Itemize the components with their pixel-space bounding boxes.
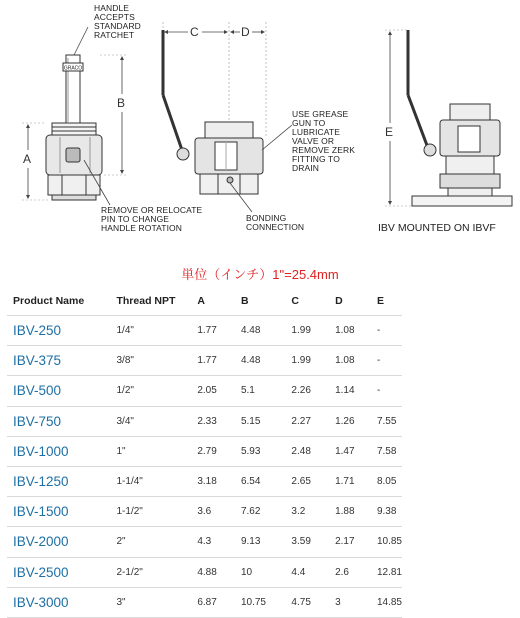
unit-note: 単位（インチ）1"=25.4mm bbox=[181, 267, 339, 282]
dimension-table bbox=[7, 287, 402, 618]
b-cell: 10 bbox=[235, 557, 285, 587]
table-row bbox=[7, 497, 402, 527]
pin-note-line-2: PIN TO CHANGE bbox=[101, 214, 170, 224]
d-cell: 1.08 bbox=[329, 316, 371, 346]
c-cell: 1.99 bbox=[285, 316, 329, 346]
d-cell: 3 bbox=[329, 587, 371, 617]
grease-note-line-4: VALVE OR bbox=[292, 136, 335, 146]
a-cell: 4.88 bbox=[191, 557, 235, 587]
dim-c-label: C bbox=[190, 25, 199, 39]
product-name-cell: IBV-1250 bbox=[7, 466, 110, 496]
product-name-cell: IBV-2000 bbox=[7, 527, 110, 557]
grease-note bbox=[292, 109, 357, 173]
b-cell: 5.15 bbox=[235, 406, 285, 436]
mounted-label: IBV MOUNTED ON IBVF bbox=[378, 222, 496, 234]
thread-npt-cell: 2" bbox=[110, 527, 191, 557]
a-cell: 2.79 bbox=[191, 436, 235, 466]
thread-npt-cell: 1" bbox=[110, 436, 191, 466]
product-name-cell: IBV-375 bbox=[7, 346, 110, 376]
d-cell: 1.14 bbox=[329, 376, 371, 406]
grease-note-line-5: REMOVE ZERK bbox=[292, 145, 355, 155]
a-cell: 4.3 bbox=[191, 527, 235, 557]
front-view bbox=[46, 55, 102, 200]
thread-npt-cell: 1/2" bbox=[110, 376, 191, 406]
b-cell: 6.54 bbox=[235, 466, 285, 496]
table-row bbox=[7, 376, 402, 406]
dim-a-label: A bbox=[23, 152, 32, 166]
thread-npt-cell: 2-1/2" bbox=[110, 557, 191, 587]
e-cell: - bbox=[371, 376, 402, 406]
thread-npt-cell: 1/4" bbox=[110, 316, 191, 346]
d-cell: 1.08 bbox=[329, 346, 371, 376]
handle-note bbox=[94, 3, 143, 40]
d-cell: 1.71 bbox=[329, 466, 371, 496]
bonding-note-line-2: CONNECTION bbox=[246, 222, 305, 232]
e-cell: 7.58 bbox=[371, 436, 402, 466]
bonding-note bbox=[246, 213, 304, 232]
pin-note-line-3: HANDLE ROTATION bbox=[101, 223, 182, 233]
c-cell: 2.26 bbox=[285, 376, 329, 406]
b-cell: 5.1 bbox=[235, 376, 285, 406]
col-a: A bbox=[191, 287, 235, 316]
e-cell: - bbox=[371, 316, 402, 346]
c-cell: 4.4 bbox=[285, 557, 329, 587]
handle-note-line-4: RATCHET bbox=[94, 30, 135, 40]
pin-note bbox=[101, 205, 205, 233]
grease-note-line-7: DRAIN bbox=[292, 163, 319, 173]
c-cell: 2.27 bbox=[285, 406, 329, 436]
product-name-cell: IBV-1500 bbox=[7, 497, 110, 527]
c-cell: 4.75 bbox=[285, 587, 329, 617]
bonding-note-line-1: BONDING bbox=[246, 213, 287, 223]
a-cell: 3.6 bbox=[191, 497, 235, 527]
b-cell: 9.13 bbox=[235, 527, 285, 557]
table-row bbox=[7, 527, 402, 557]
a-cell: 1.77 bbox=[191, 316, 235, 346]
thread-npt-cell: 1-1/2" bbox=[110, 497, 191, 527]
a-cell: 2.33 bbox=[191, 406, 235, 436]
grease-note-leader bbox=[262, 125, 292, 150]
col-d: D bbox=[329, 287, 371, 316]
valve-dimension-drawing bbox=[0, 0, 520, 250]
table-row bbox=[7, 316, 402, 346]
c-cell: 2.48 bbox=[285, 436, 329, 466]
dim-b-label: B bbox=[117, 96, 126, 110]
table-body bbox=[7, 316, 402, 618]
handle-note-leader bbox=[74, 27, 88, 55]
dimension-c bbox=[163, 22, 229, 122]
e-cell: 14.85 bbox=[371, 587, 402, 617]
dimension-a bbox=[22, 123, 48, 200]
grease-note-line-1: USE GREASE bbox=[292, 109, 349, 119]
dim-d-label: D bbox=[241, 25, 250, 39]
d-cell: 1.26 bbox=[329, 406, 371, 436]
col-b: B bbox=[235, 287, 285, 316]
c-cell: 3.2 bbox=[285, 497, 329, 527]
dim-e-label: E bbox=[385, 125, 394, 139]
d-cell: 2.17 bbox=[329, 527, 371, 557]
c-cell: 2.65 bbox=[285, 466, 329, 496]
side-view bbox=[163, 30, 263, 194]
e-cell: 8.05 bbox=[371, 466, 402, 496]
e-cell: 7.55 bbox=[371, 406, 402, 436]
product-name-cell: IBV-500 bbox=[7, 376, 110, 406]
grease-note-line-6: FITTING TO bbox=[292, 154, 340, 164]
col-e: E bbox=[371, 287, 402, 316]
product-name-cell: IBV-3000 bbox=[7, 587, 110, 617]
e-cell: 9.38 bbox=[371, 497, 402, 527]
product-name-cell: IBV-250 bbox=[7, 316, 110, 346]
handle-note-line-3: STANDARD bbox=[94, 21, 141, 31]
table-row bbox=[7, 436, 402, 466]
table-row bbox=[7, 587, 402, 617]
thread-npt-cell: 3/8" bbox=[110, 346, 191, 376]
dimension-b bbox=[100, 55, 128, 175]
d-cell: 1.88 bbox=[329, 497, 371, 527]
handle-note-line-1: HANDLE bbox=[94, 3, 130, 13]
c-cell: 1.99 bbox=[285, 346, 329, 376]
a-cell: 1.77 bbox=[191, 346, 235, 376]
thread-npt-cell: 3/4" bbox=[110, 406, 191, 436]
col-c: C bbox=[285, 287, 329, 316]
b-cell: 10.75 bbox=[235, 587, 285, 617]
thread-npt-cell: 3" bbox=[110, 587, 191, 617]
product-name-cell: IBV-750 bbox=[7, 406, 110, 436]
b-cell: 4.48 bbox=[235, 346, 285, 376]
product-name-cell: IBV-1000 bbox=[7, 436, 110, 466]
a-cell: 2.05 bbox=[191, 376, 235, 406]
handle-note-line-2: ACCEPTS bbox=[94, 12, 135, 22]
d-cell: 2.6 bbox=[329, 557, 371, 587]
e-cell: 10.85 bbox=[371, 527, 402, 557]
e-cell: 12.81 bbox=[371, 557, 402, 587]
dimension-d bbox=[232, 22, 266, 138]
table-header-row bbox=[7, 287, 402, 316]
c-cell: 3.59 bbox=[285, 527, 329, 557]
table-row bbox=[7, 346, 402, 376]
table-row bbox=[7, 557, 402, 587]
b-cell: 7.62 bbox=[235, 497, 285, 527]
d-cell: 1.47 bbox=[329, 436, 371, 466]
product-name-cell: IBV-2500 bbox=[7, 557, 110, 587]
a-cell: 3.18 bbox=[191, 466, 235, 496]
grease-note-line-2: GUN TO bbox=[292, 118, 326, 128]
col-thread-npt: Thread NPT bbox=[110, 287, 191, 316]
b-cell: 5.93 bbox=[235, 436, 285, 466]
grease-note-line-3: LUBRICATE bbox=[292, 127, 340, 137]
brand-mark: GRACO bbox=[63, 65, 83, 72]
drawing-canvas bbox=[0, 0, 520, 250]
table-row bbox=[7, 406, 402, 436]
table-row bbox=[7, 466, 402, 496]
a-cell: 6.87 bbox=[191, 587, 235, 617]
mounted-view bbox=[408, 30, 512, 206]
pin-note-line-1: REMOVE OR RELOCATE bbox=[101, 205, 203, 215]
e-cell: - bbox=[371, 346, 402, 376]
b-cell: 4.48 bbox=[235, 316, 285, 346]
thread-npt-cell: 1-1/4" bbox=[110, 466, 191, 496]
col-product-name: Product Name bbox=[7, 287, 110, 316]
